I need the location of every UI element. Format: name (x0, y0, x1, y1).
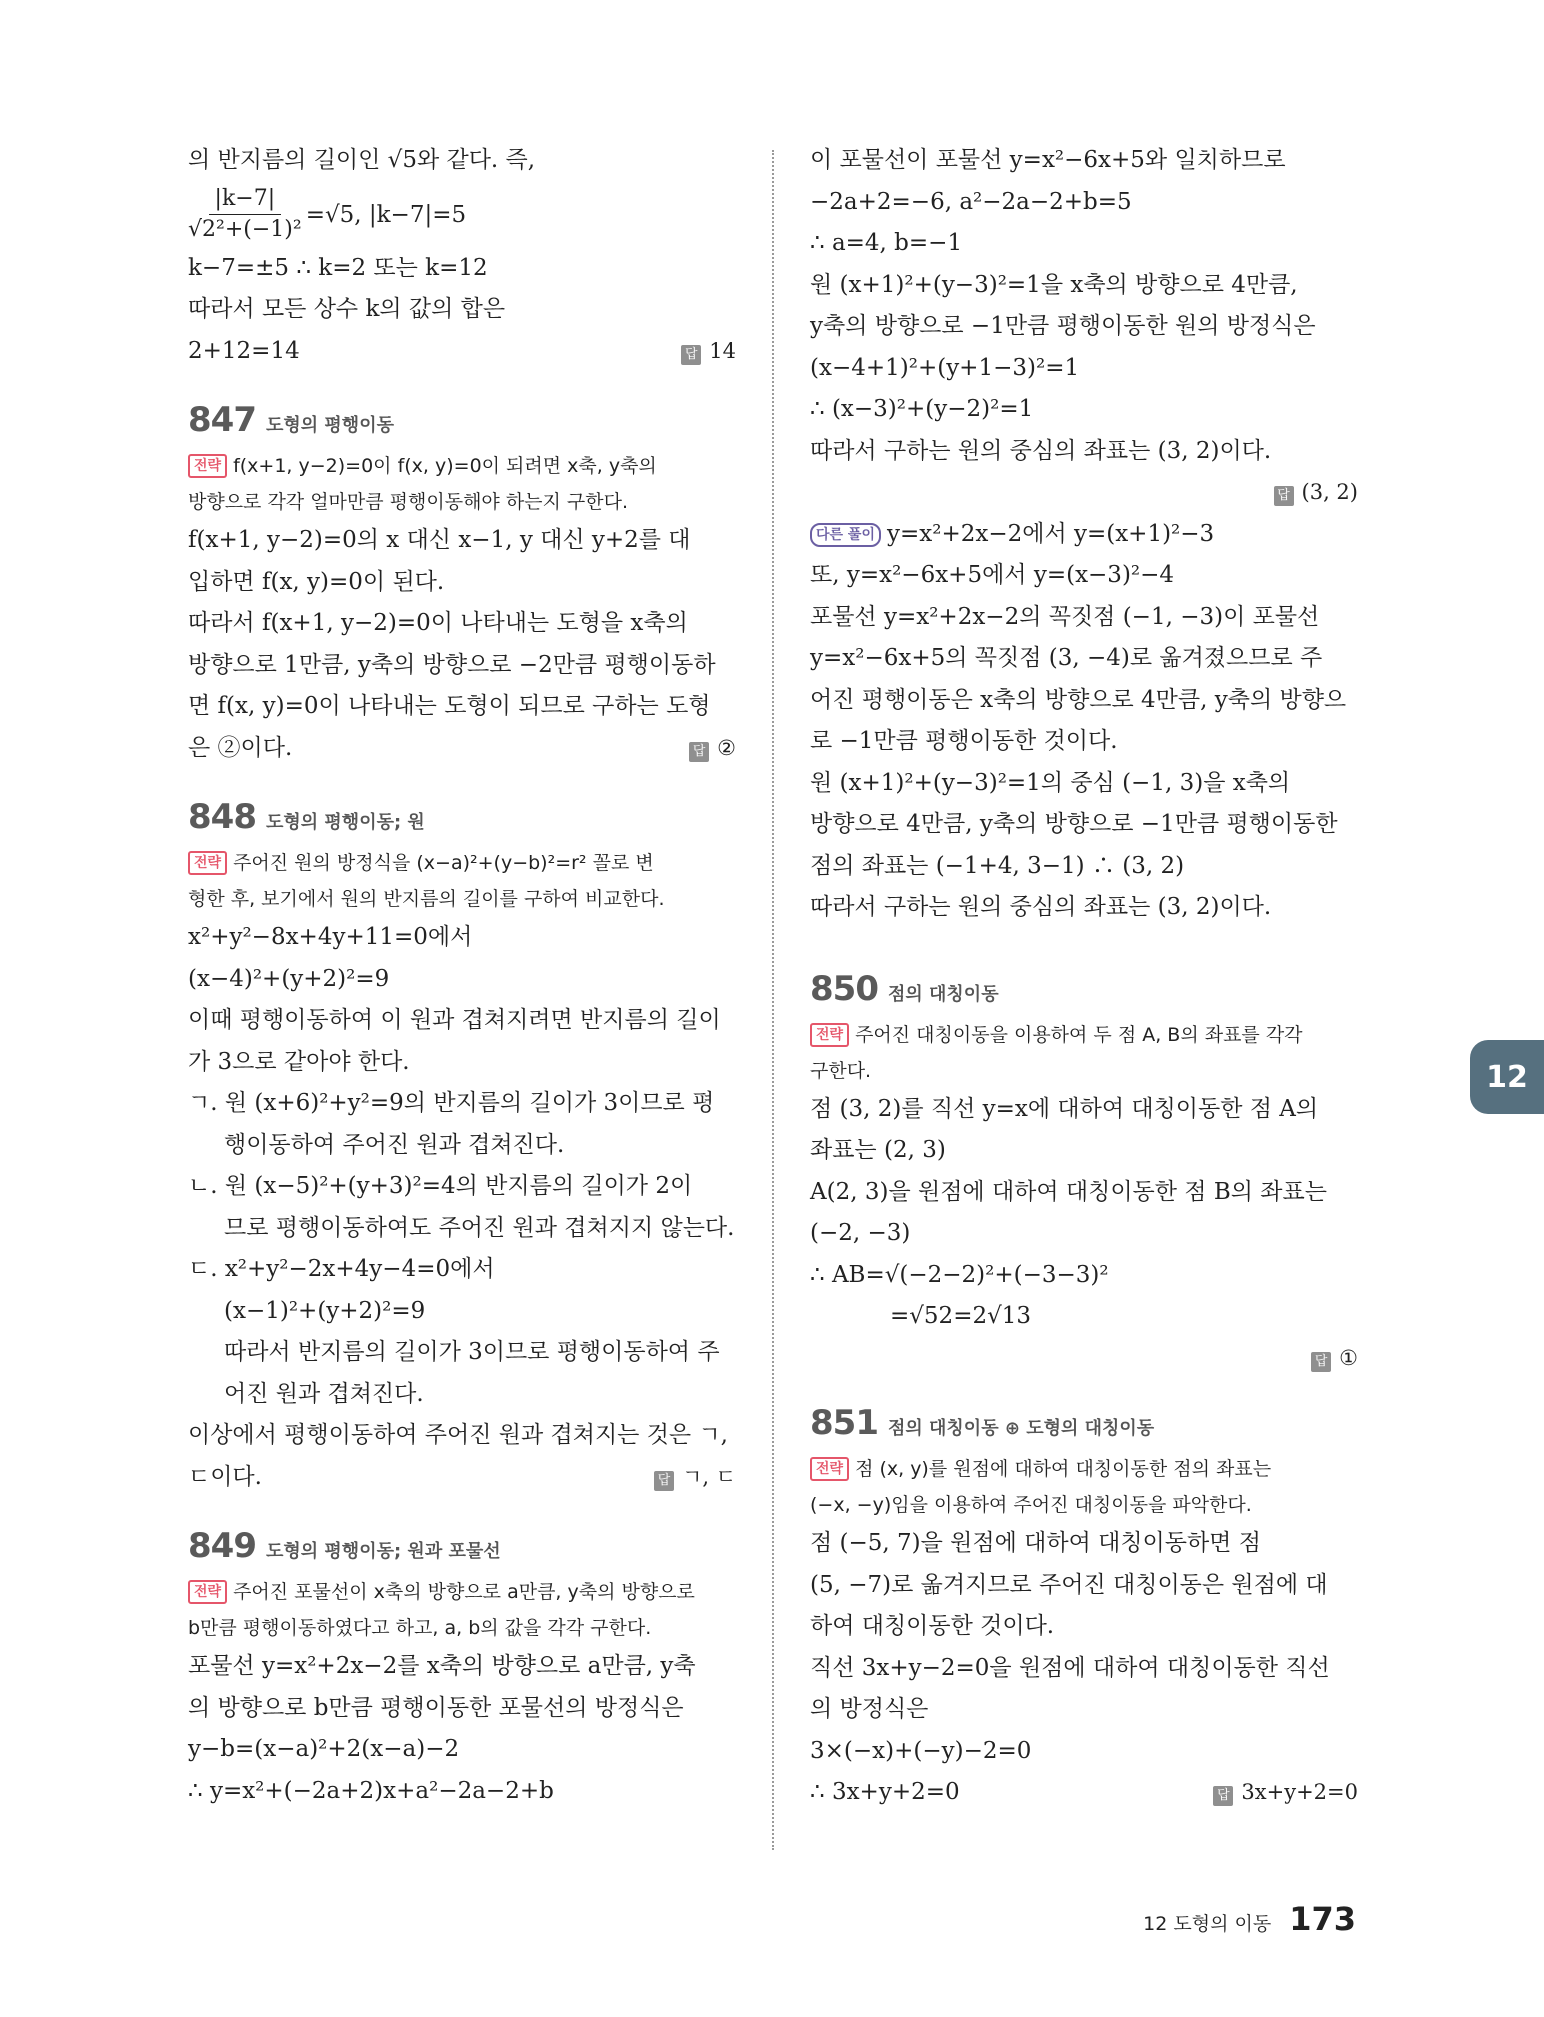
answer-value: ㄱ, ㄷ (682, 1464, 736, 1489)
text-line: 따라서 모든 상수 k의 값의 합은 (188, 296, 506, 322)
answer-mark-icon: 답 (1213, 1786, 1233, 1806)
text-line: 하여 대칭이동한 것이다. (810, 1613, 1055, 1639)
strategy-text: 점 (x, y)를 원점에 대하여 대칭이동한 점의 좌표는 (855, 1458, 1272, 1480)
answer (681, 331, 736, 373)
strategy-text: 주어진 포물선이 x축의 방향으로 a만큼, y축의 방향으로 (233, 1581, 695, 1603)
page-footer (1143, 1900, 1356, 1938)
text-line: y=x²−6x+5의 꼭짓점 (3, −4)로 옮겨졌으므로 주 (810, 645, 1323, 671)
fraction-rest: =√5, |k−7|=5 (305, 201, 467, 228)
answer-row (188, 1457, 736, 1499)
text-line: ㄷ이다. (188, 1463, 262, 1490)
answer-mark-icon: 답 (654, 1471, 674, 1491)
text-line: f(x+1, y−2)=0의 x 대신 x−1, y 대신 y+2를 대 (188, 527, 691, 553)
fraction-equation (188, 182, 736, 248)
problem-title: 도형의 평행이동; 원과 포물선 (265, 1541, 501, 1562)
text-line: 이때 평행이동하여 이 원과 겹쳐지려면 반지름의 길이 (188, 1007, 721, 1033)
strategy-line (188, 1574, 736, 1610)
strategy-badge: 전략 (810, 1023, 849, 1047)
text-line: x²+y²−8x+4y+11=0에서 (188, 924, 473, 950)
strategy-line: 구한다. (810, 1059, 872, 1082)
answer-mark-icon: 답 (681, 345, 701, 365)
problem-header-847 (188, 400, 736, 448)
strategy-line: b만큼 평행이동하였다고 하고, a, b의 값을 각각 구한다. (188, 1617, 652, 1639)
text-line: 의 방정식은 (810, 1696, 929, 1722)
answer-row (810, 472, 1358, 514)
answer-value: (3, 2) (1301, 480, 1358, 504)
text-line: ∴ a=4, b=−1 (810, 230, 963, 256)
text-line: ∴ AB=√(−2−2)²+(−3−3)² (810, 1261, 1109, 1288)
text-line: 은 ②이다. (188, 734, 293, 761)
text-line: 점의 좌표는 (−1+4, 3−1) ∴ (3, 2) (810, 852, 1185, 879)
text-line: 이 포물선이 포물선 y=x²−6x+5와 일치하므로 (810, 147, 1286, 173)
strategy-badge: 전략 (188, 1580, 227, 1604)
answer-value: 14 (709, 338, 736, 363)
chapter-tab: 12 (1470, 1040, 1544, 1114)
answer (689, 728, 736, 770)
answer-row (810, 1338, 1358, 1380)
text-line: =√52=2√13 (890, 1303, 1032, 1329)
choice-item: ㄴ. 원 (x−5)²+(y+3)²=4의 반지름의 길이가 2이 (188, 1173, 693, 1199)
text-line: −2a+2=−6, a²−2a−2+b=5 (810, 188, 1132, 215)
problem-number: 851 (810, 1403, 878, 1443)
problem-header-848 (188, 797, 736, 845)
footer-chapter: 12 도형의 이동 (1143, 1913, 1272, 1935)
answer-mark-icon: 답 (1311, 1352, 1331, 1372)
strategy-text: 주어진 원의 방정식을 (x−a)²+(y−b)²=r² 꼴로 변 (233, 852, 654, 874)
answer-value: 3x+y+2=0 (1241, 1780, 1358, 1804)
text-line: 원 (x+1)²+(y−3)²=1을 x축의 방향으로 4만큼, (810, 271, 1298, 298)
choice-item: (x−1)²+(y+2)²=9 (224, 1297, 426, 1324)
text-line: 이상에서 평행이동하여 주어진 원과 겹쳐지는 것은 ㄱ, (188, 1422, 728, 1448)
answer-row (810, 1772, 1358, 1814)
strategy-text: 주어진 대칭이동을 이용하여 두 점 A, B의 좌표를 각각 (855, 1023, 1303, 1046)
text-line: 포물선 y=x²+2x−2를 x축의 방향으로 a만큼, y축 (188, 1653, 696, 1679)
text-line: (5, −7)로 옮겨지므로 주어진 대칭이동은 원점에 대 (810, 1571, 1328, 1598)
strategy-line: 형한 후, 보기에서 원의 반지름의 길이를 구하여 비교한다. (188, 888, 665, 910)
column-divider (772, 150, 774, 1850)
choice-item: ㄱ. 원 (x+6)²+y²=9의 반지름의 길이가 3이므로 평 (188, 1090, 715, 1116)
problem-number: 850 (810, 968, 878, 1009)
answer (654, 1457, 736, 1499)
text-line: (x−4+1)²+(y+1−3)²=1 (810, 354, 1080, 381)
left-column (188, 140, 736, 1812)
strategy-line (188, 448, 736, 484)
text-line: (x−4)²+(y+2)²=9 (188, 965, 390, 992)
strategy-badge: 전략 (810, 1457, 849, 1481)
strategy-line: (−x, −y)임을 이용하여 주어진 대칭이동을 파악한다. (810, 1494, 1252, 1516)
right-column (810, 140, 1358, 1814)
problem-number: 848 (188, 797, 256, 837)
text-line: 방향으로 1만큼, y축의 방향으로 −2만큼 평행이동하 (188, 651, 716, 678)
text-line: A(2, 3)을 원점에 대하여 대칭이동한 점 B의 좌표는 (810, 1178, 1327, 1205)
text-line: 가 3으로 같아야 한다. (188, 1048, 410, 1075)
text-line: 3×(−x)+(−y)−2=0 (810, 1737, 1032, 1764)
strategy-line (810, 1451, 1358, 1487)
answer-value: ① (1339, 1345, 1358, 1370)
choice-item: 따라서 반지름의 길이가 3이므로 평행이동하여 주 (224, 1339, 720, 1365)
text-line: k−7=±5 ∴ k=2 또는 k=12 (188, 254, 488, 281)
strategy-badge: 전략 (188, 454, 227, 478)
text-line: 방향으로 4만큼, y축의 방향으로 −1만큼 평행이동한 (810, 811, 1338, 837)
text-line: 직선 3x+y−2=0을 원점에 대하여 대칭이동한 직선 (810, 1654, 1330, 1681)
problem-title: 도형의 평행이동; 원 (265, 812, 425, 833)
text-line: 점 (−5, 7)을 원점에 대하여 대칭이동하면 점 (810, 1530, 1261, 1556)
answer-row (188, 331, 736, 373)
text-line: 원 (x+1)²+(y−3)²=1의 중심 (−1, 3)을 x축의 (810, 769, 1291, 796)
alt-solution-line (810, 514, 1358, 556)
strategy-badge: 전략 (188, 851, 227, 875)
text-line: y=x²+2x−2에서 y=(x+1)²−3 (886, 520, 1215, 547)
strategy-text: f(x+1, y−2)=0이 f(x, y)=0이 되려면 x축, y축의 (233, 455, 657, 477)
problem-header-849 (188, 1526, 736, 1574)
choice-item: ㄷ. x²+y²−2x+4y−4=0에서 (188, 1256, 495, 1282)
strategy-line (810, 1017, 1358, 1053)
answer (1274, 472, 1358, 514)
text-line: ∴ (x−3)²+(y−2)²=1 (810, 396, 1034, 422)
text-line: 따라서 f(x+1, y−2)=0이 나타내는 도형을 x축의 (188, 610, 688, 636)
answer-mark-icon: 답 (1274, 486, 1294, 506)
strategy-line (188, 845, 736, 881)
text-line: 또, y=x²−6x+5에서 y=(x−3)²−4 (810, 562, 1175, 588)
answer (1213, 1772, 1358, 1814)
text-line: 포물선 y=x²+2x−2의 꼭짓점 (−1, −3)이 포물선 (810, 603, 1320, 630)
text-line: 로 −1만큼 평행이동한 것이다. (810, 728, 1118, 754)
text-line: 의 방향으로 b만큼 평행이동한 포물선의 방정식은 (188, 1694, 684, 1721)
problem-title: 점의 대칭이동 (887, 983, 999, 1005)
answer (1311, 1338, 1358, 1380)
problem-title: 점의 대칭이동 ⊕ 도형의 대칭이동 (887, 1418, 1155, 1439)
text-line: ∴ y=x²+(−2a+2)x+a²−2a−2+b (188, 1777, 554, 1804)
problem-number: 849 (188, 1526, 256, 1566)
text-line: 따라서 구하는 원의 중심의 좌표는 (3, 2)이다. (810, 894, 1272, 920)
fraction-denominator: √2²+(−1)² (188, 217, 302, 242)
fraction (188, 184, 302, 245)
text-line: y−b=(x−a)²+2(x−a)−2 (188, 1736, 460, 1762)
fraction-numerator: |k−7| (209, 184, 282, 215)
text-line: 2+12=14 (188, 337, 300, 364)
text-line: ∴ 3x+y+2=0 (810, 1779, 960, 1805)
text-line: 면 f(x, y)=0이 나타내는 도형이 되므로 구하는 도형 (188, 693, 711, 719)
problem-title: 도형의 평행이동 (265, 415, 394, 436)
alt-solution-badge: 다른 풀이 (810, 523, 881, 547)
problem-number: 847 (188, 400, 256, 440)
problem-header-851 (810, 1403, 1358, 1451)
text-line: 어진 평행이동은 x축의 방향으로 4만큼, y축의 방향으 (810, 686, 1347, 713)
problem-header-850 (810, 969, 1358, 1017)
text-line: y축의 방향으로 −1만큼 평행이동한 원의 방정식은 (810, 313, 1316, 339)
answer-mark-icon: 답 (689, 742, 709, 762)
choice-item: 행이동하여 주어진 원과 겹쳐진다. (224, 1131, 565, 1158)
text-line: 의 반지름의 길이인 √5와 같다. 즉, (188, 147, 536, 173)
strategy-line: 방향으로 각각 얼마만큼 평행이동해야 하는지 구한다. (188, 491, 629, 513)
text-line: 입하면 f(x, y)=0이 된다. (188, 568, 445, 595)
answer-row (188, 728, 736, 770)
choice-item: 므로 평행이동하여도 주어진 원과 겹쳐지지 않는다. (224, 1214, 735, 1241)
answer-value: ② (717, 735, 736, 760)
text-line: 좌표는 (2, 3) (810, 1137, 946, 1163)
choice-item: 어진 원과 겹쳐진다. (224, 1380, 424, 1407)
text-line: 따라서 구하는 원의 중심의 좌표는 (3, 2)이다. (810, 437, 1272, 464)
page-number: 173 (1289, 1900, 1356, 1938)
text-line: (−2, −3) (810, 1220, 911, 1246)
text-line: 점 (3, 2)를 직선 y=x에 대하여 대칭이동한 점 A의 (810, 1095, 1319, 1122)
